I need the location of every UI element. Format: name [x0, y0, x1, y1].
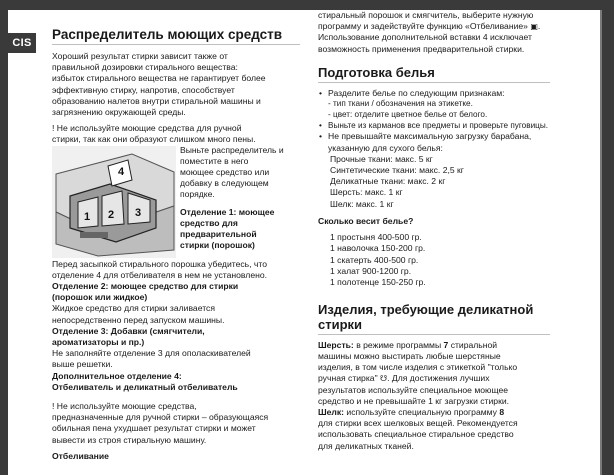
warning-foam: ! Не используйте моющие средства, предназначенные для ручной стирки – образующаяся обильная пена ухудшает результат стирки и может вывести из строя стиральную машину. — [52, 401, 269, 445]
list-item: • Выньте из карманов все предметы и проверьте пуговицы. — [318, 120, 550, 131]
list-item: Шелк: макс. 1 кг — [330, 198, 394, 209]
list-item: Синтетические ткани: макс. 2,5 кг — [330, 165, 464, 176]
hand-wash-icon: ☋ — [380, 374, 388, 384]
laundry-weight-heading: Сколько весит белье? — [318, 215, 414, 226]
prep-list — [318, 88, 550, 154]
list-item: • Не превышайте максимальную загрузку барабана, указанную для сухого белья: — [318, 131, 550, 153]
section-title-dispenser: Распределитель моющих средств — [52, 27, 300, 45]
compartment-3-text: Не заполняйте отделение 3 для ополаскивателей выше решетки. — [52, 348, 251, 370]
list-item: Шерсть: макс. 1 кг — [330, 187, 403, 198]
viewer-frame-right — [602, 0, 614, 475]
figure-label-4: 4 — [118, 165, 125, 178]
left-column — [52, 10, 300, 467]
section-title-delicate: Изделия, требующие деликатной стирки — [318, 302, 550, 335]
page-edge-shadow — [600, 10, 602, 475]
right-column — [318, 10, 550, 457]
compartment-4-title: Дополнительное отделение 4: Отбеливатель и деликатный отбеливатель — [52, 370, 238, 392]
compartment-2-text: Жидкое средство для стирки заливается непосредственно перед запуском машины. — [52, 303, 225, 325]
list-item: 1 простыня 400-500 гр. — [330, 231, 422, 242]
figure-label-1: 1 — [84, 210, 91, 223]
wool-paragraph: Шерсть: в режиме программы 7 стиральной машины можно выстирать любые шерстяные изделия, в том числе изделия с этикеткой "только ручная стирка" ☋. Для достижения лучших результатов используйте специальное моющее средство и не превышайте 1 кг загрузки стирки. — [318, 339, 518, 406]
list-item: Деликатные ткани: макс. 2 кг — [330, 176, 446, 187]
compartment-1-title: Отделение 1: моющее средство для предварительной стирки (порошок) — [180, 206, 275, 251]
compartment-2-title: Отделение 2: моющее средство для стирки (порошок или жидкое) — [52, 281, 239, 303]
dispenser-figure-row — [52, 146, 300, 264]
list-item: 1 скатерть 400-500 гр. — [330, 254, 419, 265]
language-tab: CIS — [8, 33, 36, 53]
figure-caption: Выньте распределитель и поместите в него моющее средство или добавку в следующем порядке. Отделение 1: моющее средство для предварительной стирки (порошок) — [180, 145, 300, 252]
figure-label-2: 2 — [108, 208, 115, 221]
detergent-dispenser-icon — [52, 146, 176, 258]
compartment-3-title: Отделение 3: Добавки (смягчители, ароматизаторы и пр.) — [52, 325, 205, 348]
list-item: 1 халат 900-1200 гр. — [330, 266, 412, 277]
warning-hand-wash: ! Не используйте моющие средства для ручной стирки, так как они образуют слишком много пены. — [52, 123, 256, 145]
bleach-continued-text: стиральный порошок и смягчитель, выберите нужную программу и задействуйте функцию «Отбеливание» ▣. Использование дополнительной вставки 4 исключает возможность применения предварительной стирки. — [318, 10, 541, 54]
list-item: • Разделите белье по следующим признакам: - тип ткани / обозначения на этикетке. - цвет: отделите цветное белье от белого. — [318, 88, 550, 120]
figure-label-3: 3 — [135, 206, 142, 219]
bleach-function-icon: ▣ — [530, 22, 538, 32]
dispenser-illustration — [52, 146, 176, 258]
section-title-laundry-prep: Подготовка белья — [318, 65, 550, 83]
viewer-frame-top — [0, 0, 614, 10]
bleaching-heading: Отбеливание — [52, 450, 109, 461]
max-load-list — [318, 154, 550, 210]
compartment-1-text: Перед засыпкой стирального порошка убедитесь, что отделение 4 для отбеливателя в нем не установлено. — [52, 258, 268, 280]
silk-paragraph: Шелк: используйте специальную программу 8 для стирки всех шелковых вещей. Рекомендуется использовать специальное стиральное средство для деликатных тканей. — [318, 407, 518, 451]
list-item: Прочные ткани: макс. 5 кг — [330, 153, 433, 164]
viewer-frame-left — [0, 0, 8, 475]
weights-list — [318, 232, 550, 289]
intro-paragraph: Хороший результат стирки зависит также от правильной дозировки стирального вещества: избыток стирального вещества не гарантирует более эффективную стирку, напротив, способствует образованию налетов внутри стиральной машины и загрязнению окружающей среды. — [52, 51, 266, 118]
list-item: 1 полотенце 150-250 гр. — [330, 277, 426, 288]
list-item: 1 наволочка 150-200 гр. — [330, 243, 426, 254]
